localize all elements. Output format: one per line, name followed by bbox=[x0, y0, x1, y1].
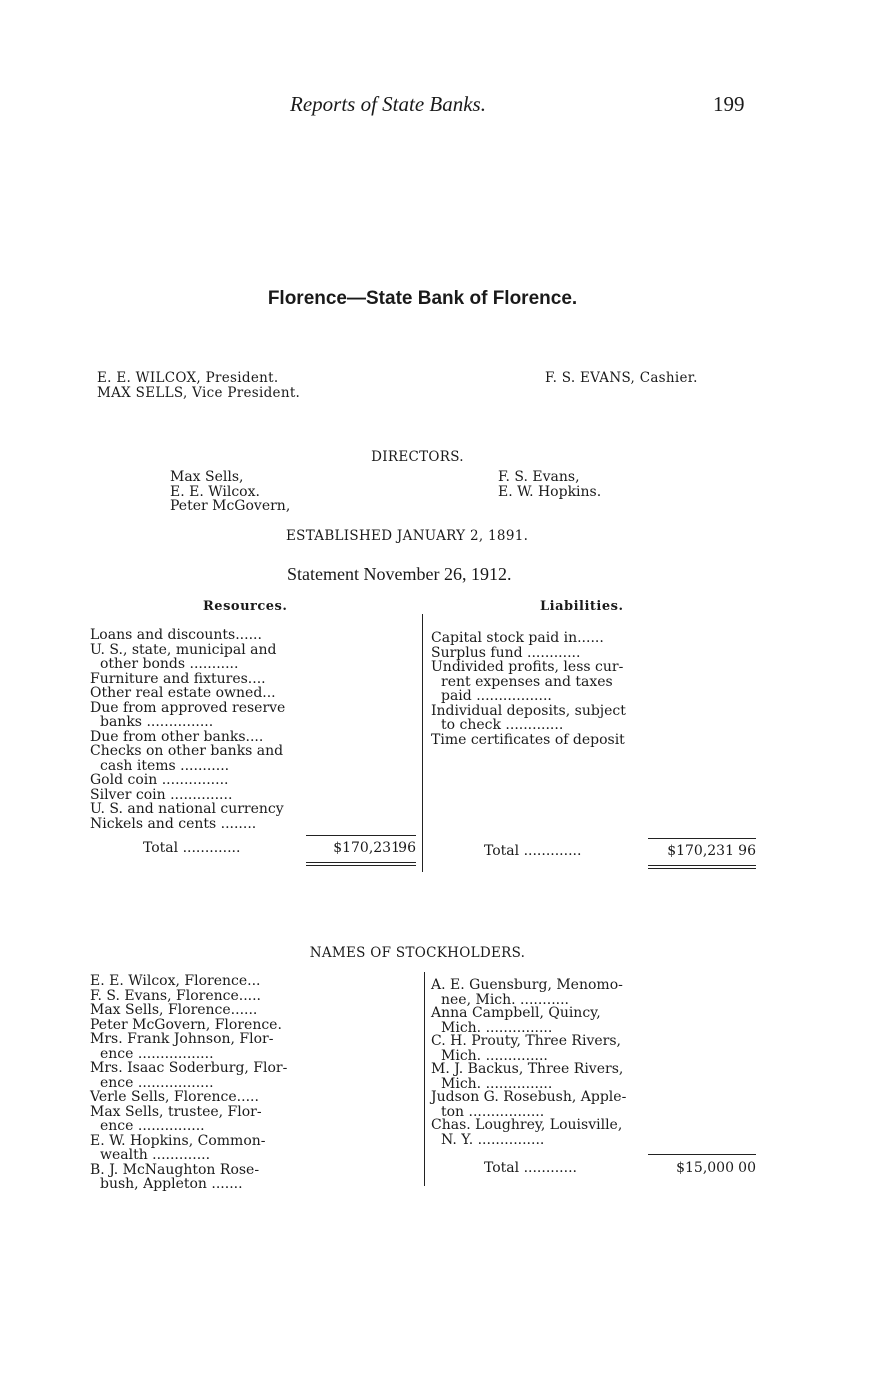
row-label: ence ................. bbox=[100, 1074, 214, 1091]
total-cents: 00 bbox=[738, 1160, 756, 1176]
director-name: Max Sells, bbox=[170, 469, 244, 485]
row-label: Furniture and fixtures.... bbox=[90, 670, 266, 687]
officer-cashier: F. S. EVANS, Cashier. bbox=[545, 370, 698, 386]
page-number: 199 bbox=[713, 92, 745, 116]
row-label: Max Sells, trustee, Flor- bbox=[90, 1103, 262, 1120]
total-cents: 96 bbox=[738, 843, 756, 859]
stockholders-total-rule bbox=[648, 1154, 756, 1155]
row-label: Due from other banks.... bbox=[90, 728, 264, 745]
total-label: Total ............ bbox=[484, 1160, 577, 1176]
officers-left bbox=[97, 371, 300, 400]
row-label: C. H. Prouty, Three Rivers, bbox=[431, 1033, 621, 1049]
row-label: Mich. ............... bbox=[441, 1019, 553, 1036]
row-label: paid ................. bbox=[441, 688, 552, 704]
bank-title: Florence—State Bank of Florence. bbox=[267, 288, 578, 309]
row-label: E. E. Wilcox, Florence... bbox=[90, 973, 261, 989]
stockholders-heading: NAMES OF STOCKHOLDERS. bbox=[309, 945, 526, 961]
row-label: Chas. Loughrey, Louisville, bbox=[431, 1117, 623, 1133]
row-label: Mich. .............. bbox=[441, 1047, 548, 1064]
row-label: other bonds ........... bbox=[100, 656, 239, 672]
directors-left bbox=[170, 470, 290, 514]
row-label: B. J. McNaughton Rose- bbox=[90, 1161, 260, 1178]
row-label: F. S. Evans, Florence..... bbox=[90, 987, 261, 1004]
row-label: Peter McGovern, Florence. bbox=[90, 1016, 282, 1033]
row-label: Surplus fund ............ bbox=[431, 644, 581, 661]
total-cents: 96 bbox=[398, 840, 416, 856]
row-label: Other real estate owned... bbox=[90, 685, 276, 701]
row-label: Mich. ............... bbox=[441, 1075, 553, 1092]
row-label: Nickels and cents ........ bbox=[90, 815, 257, 832]
row-label: Individual deposits, subject bbox=[431, 702, 626, 719]
established-date: ESTABLISHED JANUARY 2, 1891. bbox=[286, 528, 529, 544]
liabilities-total-underline bbox=[648, 865, 756, 866]
director-name: E. E. Wilcox. bbox=[170, 483, 260, 500]
row-label: ence ............... bbox=[100, 1118, 205, 1134]
row-label: E. W. Hopkins, Common- bbox=[90, 1132, 266, 1149]
officer-president: E. E. WILCOX, President. bbox=[97, 370, 279, 386]
liabilities-total-underline bbox=[648, 868, 756, 869]
row-label: Verle Sells, Florence..... bbox=[90, 1089, 259, 1105]
resources-total-underline bbox=[306, 865, 416, 866]
row-label: banks ............... bbox=[100, 714, 214, 730]
stockholders-divider bbox=[424, 972, 425, 1186]
column-divider bbox=[422, 614, 423, 872]
row-label: bush, Appleton ....... bbox=[100, 1176, 243, 1192]
total-label: Total ............. bbox=[143, 840, 241, 856]
row-label: ence ................. bbox=[100, 1045, 214, 1062]
directors-right bbox=[498, 470, 601, 499]
row-label: rent expenses and taxes bbox=[441, 673, 613, 690]
row-label: Silver coin .............. bbox=[90, 786, 233, 803]
row-label: to check ............. bbox=[441, 717, 564, 733]
row-label: Max Sells, Florence...... bbox=[90, 1002, 258, 1018]
row-label: U. S., state, municipal and bbox=[90, 641, 277, 658]
row-label: nee, Mich. ........... bbox=[441, 991, 570, 1008]
officer-vice-president: MAX SELLS, Vice President. bbox=[97, 384, 301, 401]
row-label: ton ................. bbox=[441, 1103, 545, 1120]
director-name: Peter McGovern, bbox=[170, 498, 291, 514]
resources-total-rule bbox=[306, 835, 416, 836]
row-label: Mrs. Frank Johnson, Flor- bbox=[90, 1031, 274, 1047]
row-label: Loans and discounts...... bbox=[90, 627, 262, 643]
row-label: M. J. Backus, Three Rivers, bbox=[431, 1061, 624, 1077]
total-dollars: $15,000 bbox=[676, 1160, 734, 1176]
total-dollars: $170,231 bbox=[667, 843, 734, 859]
resources-heading: Resources. bbox=[203, 599, 288, 614]
total-dollars: $170,231 bbox=[333, 840, 400, 856]
row-label: U. S. and national currency bbox=[90, 801, 284, 817]
row-label: Capital stock paid in...... bbox=[431, 630, 604, 646]
row-label: cash items ........... bbox=[100, 757, 230, 774]
row-label: N. Y. ............... bbox=[441, 1131, 545, 1148]
row-label: Due from approved reserve bbox=[90, 699, 286, 716]
director-name: F. S. Evans, bbox=[498, 469, 580, 485]
row-label: Checks on other banks and bbox=[90, 743, 284, 759]
row-label: Mrs. Isaac Soderburg, Flor- bbox=[90, 1060, 288, 1076]
director-name: E. W. Hopkins. bbox=[498, 483, 602, 500]
row-label: Judson G. Rosebush, Apple- bbox=[431, 1089, 627, 1105]
row-label: A. E. Guensburg, Menomo- bbox=[431, 977, 623, 993]
running-title: Reports of State Banks. bbox=[290, 92, 486, 116]
row-label: wealth ............. bbox=[100, 1147, 211, 1163]
total-label: Total ............. bbox=[484, 843, 582, 859]
row-label: Undivided profits, less cur- bbox=[431, 659, 624, 675]
row-label: Gold coin ............... bbox=[90, 772, 229, 788]
directors-heading: DIRECTORS. bbox=[371, 449, 464, 465]
statement-title: Statement November 26, 1912. bbox=[287, 564, 512, 584]
resources-total-underline bbox=[306, 862, 416, 863]
row-label: Time certificates of deposit bbox=[431, 731, 625, 748]
row-label: Anna Campbell, Quincy, bbox=[431, 1005, 601, 1021]
liabilities-heading: Liabilities. bbox=[540, 599, 624, 614]
liabilities-total-rule bbox=[648, 838, 756, 839]
